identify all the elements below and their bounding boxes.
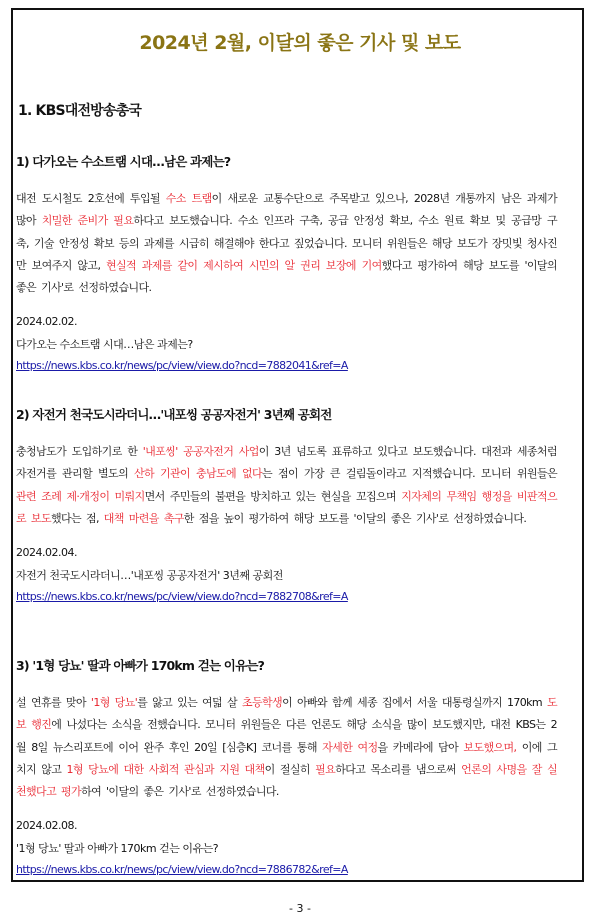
highlighted-text: 관련 조례 제·개정이 미뤄지 [16,489,145,503]
body-text: 이 아빠와 함께 세종 집에서 서울 대통령실까지 170km [282,696,547,709]
article-2 [16,405,557,604]
highlighted-text: 지자체의 무책임 행정을 비판적으로 보도 [16,489,557,525]
article-summary [16,188,557,299]
body-text: 이 새로운 교통수단으로 주목받고 있으나, 2028년 개통까지 남은 과제가 많아 [16,192,557,228]
highlighted-text: 치밀한 준비가 필요 [41,214,134,228]
article-heading: 3) '1형 당뇨' 딸과 아빠가 170km 걷는 이유는? [16,658,265,673]
article-link[interactable]: https://news.kbs.co.kr/news/pc/view/view.do?ncd=7882041&ref=A [16,359,348,373]
section-heading: 1. KBS대전방송총국 [18,103,142,119]
article-date: 2024.02.02. [16,315,77,329]
article-link[interactable]: https://news.kbs.co.kr/news/pc/view/view.do?ncd=7882708&ref=A [16,590,348,604]
article-date: 2024.02.04. [16,546,77,560]
highlighted-text: 언론의 사명을 잘 실천했다고 평가 [16,762,557,799]
highlighted-text: '1형 당뇨' [90,696,138,709]
body-text: 이 3년 넘도록 표류하고 있다고 보도했습니다. 대전과 세종처럼 자전거를 관리할 별도의 [16,445,557,481]
highlighted-text: 자세한 여정 [322,740,378,754]
body-text: 하다고 목소리를 냄으로써 [335,762,462,776]
body-text: 하다고 보도했습니다. 수소 인프라 구축, 공급 안정성 확보, 수소 원료 확보 및 공급망 구축, 기술 안정성 확보 등의 과제를 시급히 해결해야 한다고 짚었습니다. 모니터 위원들은 해당 보도가 장밋빛 청사진만 보여주지 않고, [16,214,557,272]
body-text: 에 나섰다는 소식을 전했습니다. 모니터 위원들은 다른 언론도 해당 소식을 많이 보도했지만, 대전 KBS는 2월 8일 뉴스리포트에 이어 완주 후인 20일 [심층K] 코너를 통해 [16,718,557,754]
highlighted-text: '내포씽' 공공자전거 사업 [142,445,259,458]
article-heading: 2) 자전거 천국도시라더니…'내포씽 공공자전거' 3년째 공회전 [16,407,332,422]
body-text: 했다고 평가하여 해당 보도를 '이달의 좋은 기사'로 선정하였습니다. [16,258,557,295]
body-text: 면서 주민들의 불편을 방치하고 있는 현실을 꼬집으며 [144,489,402,503]
body-text: 이 절실히 [264,762,316,776]
body-text: 을 카메라에 담아 [377,740,464,754]
body-text: 했다는 점, [50,511,104,525]
article-title: '1형 당뇨' 딸과 아빠가 170km 걷는 이유는? [16,842,219,856]
article-date: 2024.02.08. [16,819,77,833]
highlighted-text: 대책 마련을 촉구 [103,511,184,525]
body-text: 를 앓고 있는 여덟 살 [137,696,242,709]
body-text: 하여 '이달의 좋은 기사'로 선정하였습니다. [81,785,279,799]
article-summary [16,441,557,530]
highlighted-text: 보도했으며, [463,740,517,754]
body-text: 이에 그치지 않고 [16,740,558,776]
body-text: 한 점을 높이 평가하여 해당 보도를 '이달의 좋은 기사'로 선정하였습니다. [183,511,527,525]
highlighted-text: 필요 [315,762,336,776]
article-title: 자전거 천국도시라더니…'내포씽 공공자전거' 3년째 공회전 [16,569,283,583]
body-text: 설 연휴를 맞아 [16,696,91,709]
page-number: - 3 - [289,902,311,915]
article-3 [16,656,557,877]
highlighted-text: 현실적 과제를 같이 제시하여 시민의 알 권리 보장에 기여 [105,258,382,272]
body-text: 는 점이 가장 큰 걸림돌이라고 지적했습니다. 모니터 위원들은 [262,467,557,481]
article-link[interactable]: https://news.kbs.co.kr/news/pc/view/view.do?ncd=7886782&ref=A [16,863,348,877]
highlighted-text: 산하 기관이 충남도에 없다 [134,467,263,481]
highlighted-text: 도보 행진 [16,696,557,732]
article-1 [16,152,557,373]
body-text: 충청남도가 도입하기로 한 [16,445,143,458]
article-summary [16,692,557,803]
document-title: 2024년 2월, 이달의 좋은 기사 및 보도 [139,32,461,54]
highlighted-text: 수소 트램 [165,192,212,205]
body-text: 대전 도시철도 2호선에 투입될 [16,192,166,205]
highlighted-text: 초등학생 [241,696,283,709]
article-heading: 1) 다가오는 수소트램 시대…남은 과제는? [16,154,231,169]
article-title: 다가오는 수소트램 시대…남은 과제는? [16,338,193,352]
highlighted-text: 1형 당뇨에 대한 사회적 관심과 지원 대책 [66,762,265,776]
